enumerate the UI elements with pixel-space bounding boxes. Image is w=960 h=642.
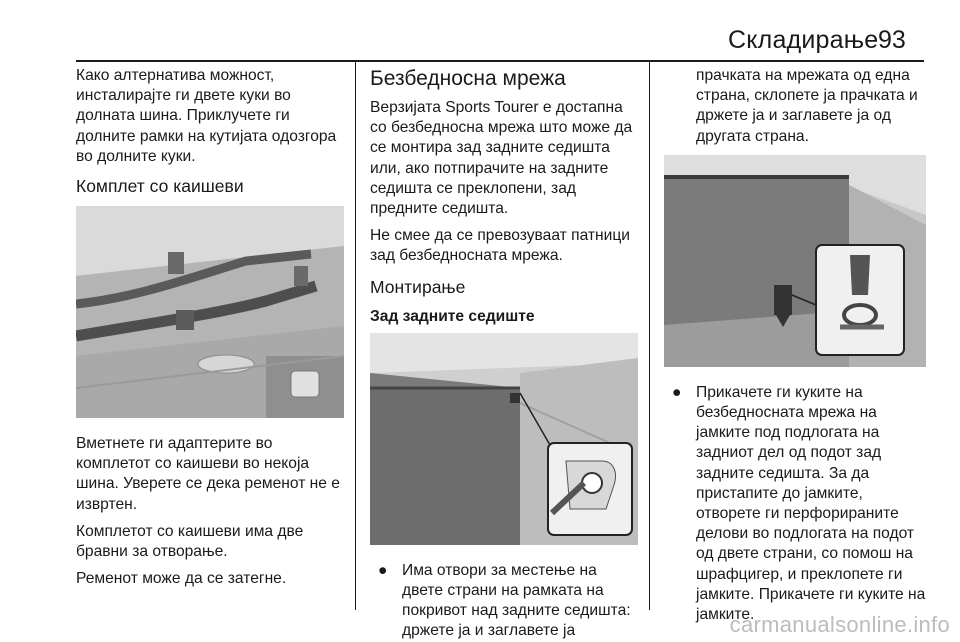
strap-insert-paragraph: Вметнете ги адаптерите во комплетот со каишеви во некоја шина. Уверете се дека ременот не е извртен.: [76, 435, 340, 513]
floor-hook-bullet-1-text: Прикачете ги куките на безбедносната мрежа на јамките под подлогата на задниот дел од подот зад задните седишта. За да пристапите до јамките, отворете ги перфорираните делови во подлогата на подот од двете страни, со помош на шрафцигер, и преклопете ги јамките. Прикачете ги куките на јамките.: [696, 383, 926, 624]
column-3: [664, 66, 926, 625]
section-heading-safety-net: Безбедносна мрежа: [370, 67, 566, 90]
subheading-behind-rear-seats: Зад задните седиште: [370, 307, 535, 325]
watermark-text: carmanualsonline.info: [729, 612, 950, 637]
subheading-mounting: Монтирање: [370, 276, 466, 297]
mounting-bullet-1-text: Има отвори за местење на двете страни на рамката на покривот над задните седишта: држете ја и заглавете ја: [402, 561, 631, 640]
strap-lock-paragraph: Комплетот со каишеви има две бравни за отворање.: [76, 522, 304, 561]
bullet-dot: ●: [672, 383, 682, 401]
mounting-bullet-1: [370, 561, 638, 642]
column-1: [76, 66, 344, 596]
continuation-paragraph: прачката на мрежата од една страна, склопете ја прачката и држете ја и заглавете ја од другата страна.: [696, 67, 918, 145]
column-divider-2: [649, 62, 650, 610]
safety-net-intro: Верзијата Sports Tourer е достапна со безбедносна мрежа што може да се монтира зад задните седишта или, ако потпирачите на задните седишта се преклопени, зад предните седишта.: [370, 99, 633, 218]
column-divider-1: [355, 62, 356, 610]
header-rule: [76, 60, 924, 62]
strap-kit-illustration: [76, 206, 344, 418]
bullet-dot: ●: [378, 561, 388, 579]
safety-net-floor-hook-illustration: [664, 155, 926, 367]
intro-paragraph: Како алтернатива можност, инсталирајте ги двете куки во долната шина. Приклучете ги долните рамки на кутијата одозгора во долните куки.: [76, 67, 337, 165]
column-2: [370, 66, 638, 642]
safety-net-roof-mount-illustration: [370, 333, 638, 545]
header-title: Складирање: [728, 26, 879, 54]
section-heading-strap-kit: Комплет со каишеви: [76, 176, 244, 197]
strap-tension-paragraph: Ременот може да се затегне.: [76, 570, 287, 588]
safety-net-warning: Не смее да се превозуваат патници зад безбедносната мрежа.: [370, 227, 630, 265]
page-number: 93: [878, 26, 906, 54]
floor-hook-bullet-1: [664, 383, 926, 625]
